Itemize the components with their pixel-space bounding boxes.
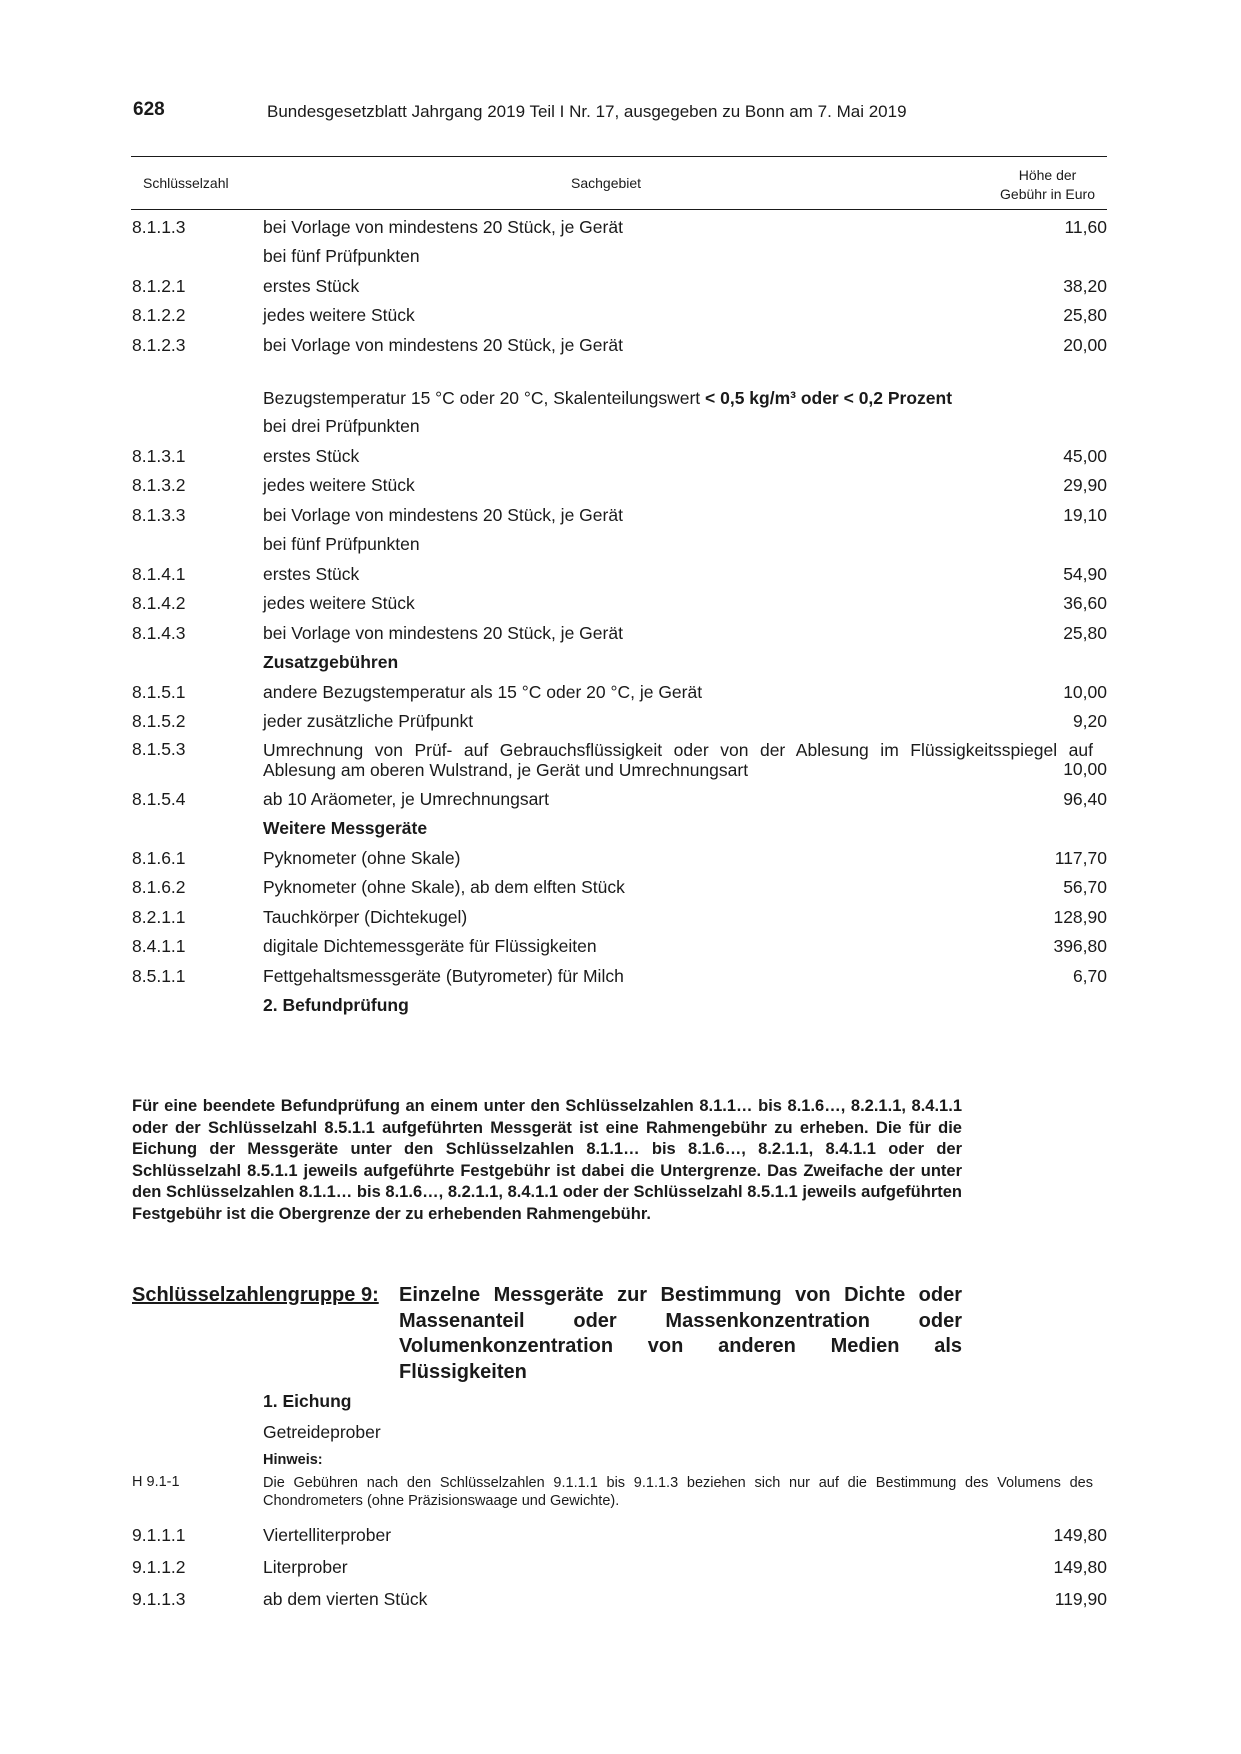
row-desc: Viertelliterprober xyxy=(263,1525,392,1545)
table-row xyxy=(131,471,1107,501)
row-code: 9.1.1.3 xyxy=(132,1589,186,1609)
row-fee: 10,00 xyxy=(1063,681,1107,702)
row-desc: Fettgehaltsmessgeräte (Butyrometer) für Milch xyxy=(263,965,624,986)
row-desc: jedes weitere Stück xyxy=(263,593,415,613)
row-code: 8.1.2.3 xyxy=(132,334,186,355)
row-code: 8.1.2.2 xyxy=(132,305,186,325)
row-fee: 25,80 xyxy=(1063,305,1107,325)
row-desc: andere Bezugstemperatur als 15 °C oder 20 °C, je Gerät xyxy=(263,681,703,702)
group9-heading xyxy=(132,1283,962,1387)
row-fee: 117,70 xyxy=(1054,847,1107,868)
row-code: 8.1.1.3 xyxy=(132,217,186,237)
row-fee: 20,00 xyxy=(1063,334,1107,355)
row-desc: Getreideprober xyxy=(263,1422,381,1442)
row-desc: ab 10 Aräometer, je Umrechnungsart xyxy=(263,788,549,809)
header-subject: Sachgebiet xyxy=(571,175,642,191)
row-desc: jedes weitere Stück xyxy=(263,305,415,325)
table-row xyxy=(131,873,1107,903)
table-row xyxy=(131,210,1107,242)
table-row xyxy=(131,412,1107,442)
table-row xyxy=(131,1385,1107,1416)
row-code: 9.1.1.1 xyxy=(132,1525,186,1545)
note-block xyxy=(131,1452,1107,1514)
row-desc: bei Vorlage von mindestens 20 Stück, je Gerät xyxy=(263,622,623,643)
row-desc: bei Vorlage von mindestens 20 Stück, je Gerät xyxy=(263,334,623,355)
row-fee: 38,20 xyxy=(1063,275,1107,296)
header-code: Schlüsselzahl xyxy=(143,175,229,191)
row-fee: 54,90 xyxy=(1063,563,1107,584)
page-number: 628 xyxy=(133,99,165,120)
row-fee: 149,80 xyxy=(1053,1557,1107,1577)
table-row xyxy=(131,991,1107,1021)
row-code: 8.1.5.3 xyxy=(132,739,186,759)
note-code: H 9.1-1 xyxy=(132,1474,180,1490)
row-desc: bei fünf Prüfpunkten xyxy=(263,534,420,554)
table-row xyxy=(131,500,1107,530)
header-fee-line1: Höhe der xyxy=(1018,167,1077,183)
table-row xyxy=(131,618,1107,648)
table-row xyxy=(131,784,1107,814)
row-desc: bei Vorlage von mindestens 20 Stück, je Gerät xyxy=(263,217,623,237)
row-fee: 396,80 xyxy=(1053,936,1107,956)
header-fee-line2: Gebühr in Euro xyxy=(1000,186,1095,202)
row-desc: erstes Stück xyxy=(263,275,360,296)
table-row xyxy=(131,330,1107,360)
row-code: 8.1.6.1 xyxy=(132,847,186,868)
row-desc xyxy=(263,388,1093,408)
row-fee: 29,90 xyxy=(1063,475,1107,495)
row-desc: jedes weitere Stück xyxy=(263,475,415,495)
table-row xyxy=(131,902,1107,932)
note-heading: Hinweis: xyxy=(263,1452,323,1468)
row-desc: bei drei Prüfpunkten xyxy=(263,416,420,436)
row-code: 8.1.3.1 xyxy=(132,445,186,466)
row-desc: Umrechnung von Prüf- auf Gebrauchsflüssigkeit oder von der Ablesung im Flüssigkeitsspiegel auf Ablesung am oberen Wulstrand, je Gerät und Umrechnungsart xyxy=(263,740,1093,780)
table-row xyxy=(131,441,1107,471)
table-row xyxy=(131,648,1107,678)
group9-title: Einzelne Messgeräte zur Bestimmung von Dichte oder Massenanteil oder Massenkonzentration oder Volumenkonzentration von anderen Medien als Flüssigkeiten xyxy=(399,1284,962,1383)
row-fee: 45,00 xyxy=(1063,445,1107,466)
table-row xyxy=(131,932,1107,962)
befund-paragraph: Für eine beendete Befundprüfung an einem unter den Schlüsselzahlen 8.1.1… bis 8.1.6…, 8.2.1.1, 8.4.1.1 oder der Schlüsselzahl 8.5.1.1 aufgeführten Messgerät ist eine Rahmengebühr zu erheben. Die für die Eichung der Messgeräte unter den Schlüsselzahlen 8.1.1… bis 8.1.6…, 8.2.1.1, 8.4.1.1 oder der Schlüsselzahl 8.5.1.1 jeweils aufgeführte Festgebühr ist dabei die Untergrenze. Das Zweifache der unter den Schlüsselzahlen 8.1.1… bis 8.1.6…, 8.2.1.1, 8.4.1.1 oder der Schlüsselzahl 8.5.1.1 jeweils aufgeführten Festgebühr ist die Obergrenze der zu erhebenden Rahmengebühr. xyxy=(132,1097,962,1223)
table-row xyxy=(131,736,1107,784)
row-fee: 19,10 xyxy=(1063,504,1107,525)
row-code: 8.1.4.3 xyxy=(132,622,186,643)
table-row xyxy=(131,961,1107,991)
row-fee: 9,20 xyxy=(1072,711,1107,731)
group9-label: Schlüsselzahlengruppe 9: xyxy=(132,1284,379,1306)
table-row xyxy=(131,843,1107,873)
group9-rows xyxy=(131,1518,1107,1614)
table-row xyxy=(131,707,1107,737)
header-fee xyxy=(1000,166,1095,204)
section-heading: Zusatzgebühren xyxy=(263,652,399,672)
row-fee: 36,60 xyxy=(1063,593,1107,613)
row-code: 8.4.1.1 xyxy=(132,936,186,956)
row-desc: bei fünf Prüfpunkten xyxy=(263,246,420,266)
table-row xyxy=(131,589,1107,619)
row-code: 8.1.5.1 xyxy=(132,681,186,702)
row-desc: Literprober xyxy=(263,1557,348,1577)
scale-value-text: < 0,5 kg/m³ oder < 0,2 Prozent xyxy=(705,387,953,408)
table-row xyxy=(131,360,1107,412)
row-fee: 119,90 xyxy=(1054,1589,1107,1609)
table-row xyxy=(131,530,1107,560)
row-desc: erstes Stück xyxy=(263,563,360,584)
row-code: 8.5.1.1 xyxy=(132,965,186,986)
table-row xyxy=(131,271,1107,301)
table-row xyxy=(131,1550,1107,1582)
row-desc: Pyknometer (ohne Skale) xyxy=(263,847,461,868)
row-desc: Pyknometer (ohne Skale), ab dem elften Stück xyxy=(263,877,625,897)
section-heading: 2. Befundprüfung xyxy=(263,995,409,1015)
row-fee: 11,60 xyxy=(1064,217,1107,237)
row-code: 8.2.1.1 xyxy=(132,906,186,927)
row-code: 8.1.3.2 xyxy=(132,475,186,495)
row-desc: Tauchkörper (Dichtekugel) xyxy=(263,906,468,927)
row-desc: bei Vorlage von mindestens 20 Stück, je Gerät xyxy=(263,504,623,525)
row-code: 8.1.5.4 xyxy=(132,788,186,809)
row-fee: 10,00 xyxy=(1063,759,1107,779)
section-heading: 1. Eichung xyxy=(263,1391,352,1411)
row-fee: 128,90 xyxy=(1053,906,1107,927)
table-row xyxy=(131,1582,1107,1614)
row-code: 8.1.4.1 xyxy=(132,563,186,584)
publication-header: Bundesgesetzblatt Jahrgang 2019 Teil I Nr. 17, ausgegeben zu Bonn am 7. Mai 2019 xyxy=(267,102,907,121)
section-heading: Weitere Messgeräte xyxy=(263,818,428,838)
row-code: 8.1.6.2 xyxy=(132,877,186,897)
fee-table xyxy=(131,156,1107,1020)
table-row xyxy=(131,677,1107,707)
table-row xyxy=(131,301,1107,331)
table-row xyxy=(131,242,1107,271)
row-fee: 56,70 xyxy=(1063,877,1107,897)
row-fee: 96,40 xyxy=(1063,788,1107,809)
note-text: Die Gebühren nach den Schlüsselzahlen 9.1.1.1 bis 9.1.1.3 beziehen sich nur auf die Bestimmung des Volumens des Chondrometers (ohne Präzisionswaage und Gewichte). xyxy=(263,1475,1093,1509)
row-code: 8.1.3.3 xyxy=(132,504,186,525)
row-fee: 6,70 xyxy=(1072,965,1107,986)
row-code: 8.1.2.1 xyxy=(132,275,186,296)
row-code: 9.1.1.2 xyxy=(132,1557,186,1577)
row-fee: 149,80 xyxy=(1053,1525,1107,1545)
row-desc: ab dem vierten Stück xyxy=(263,1589,428,1609)
row-desc: erstes Stück xyxy=(263,445,360,466)
row-fee: 25,80 xyxy=(1063,622,1107,643)
reference-temperature-text: Bezugstemperatur 15 °C oder 20 °C, Skalenteilungswert xyxy=(263,387,706,408)
table-row xyxy=(131,1416,1107,1447)
row-desc: jeder zusätzliche Prüfpunkt xyxy=(263,711,474,731)
row-code: 8.1.5.2 xyxy=(132,711,186,731)
row-code: 8.1.4.2 xyxy=(132,593,186,613)
table-row xyxy=(131,814,1107,844)
table-row xyxy=(131,1518,1107,1550)
table-header xyxy=(131,157,1107,209)
table-row xyxy=(131,559,1107,589)
row-desc: digitale Dichtemessgeräte für Flüssigkeiten xyxy=(263,936,597,956)
